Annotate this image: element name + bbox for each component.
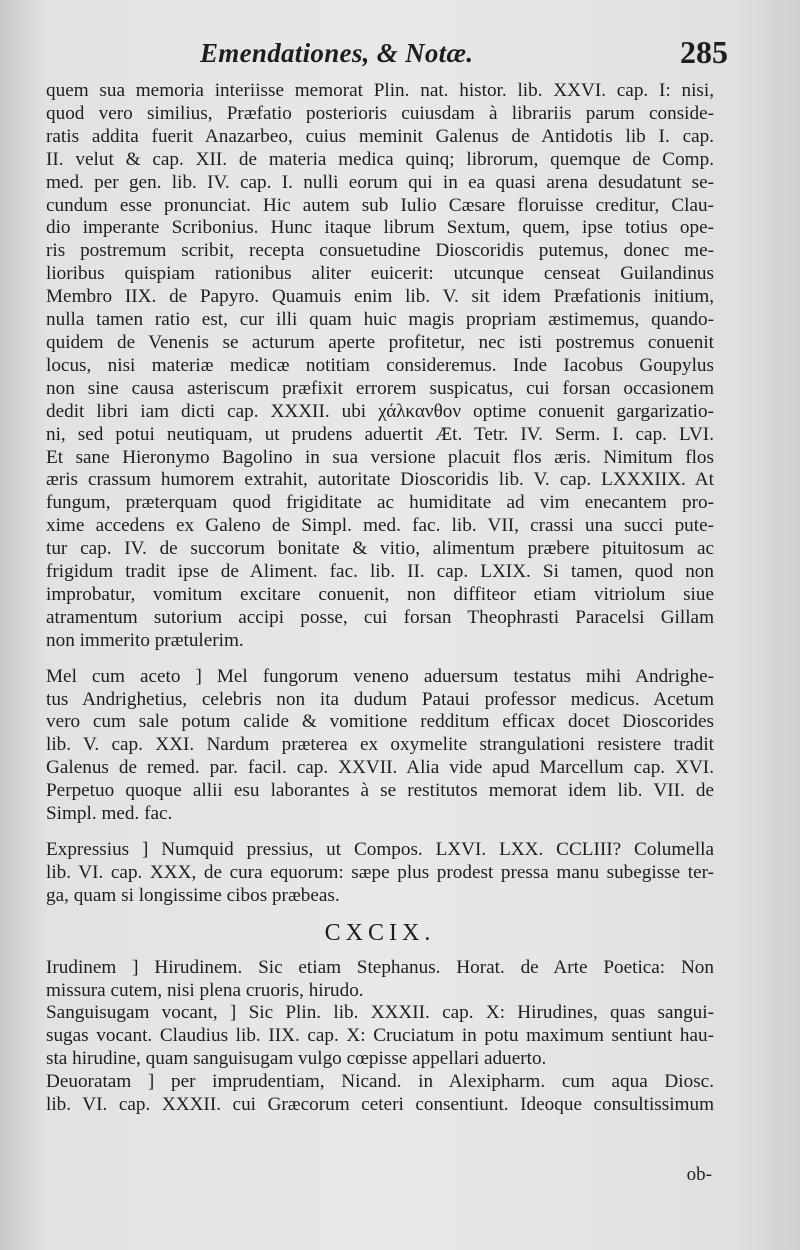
text-line: non immerito prætulerim. bbox=[46, 629, 244, 651]
text-line: Galenus de remed. par. facil. cap. XXVII. Alia vide apud Marcellum cap. XVI. bbox=[46, 757, 714, 779]
text-line: non sine causa asteriscum præfixit errorem suspicatus, cui forsan occasionem bbox=[46, 377, 714, 399]
text-line: Expressius ] Numquid pressius, ut Compos. LXVI. LXX. CCLIII? Columella bbox=[46, 839, 714, 860]
section-heading: CXCIX. bbox=[324, 919, 436, 946]
page-number: 285 bbox=[680, 34, 728, 70]
text-line: Simpl. med. fac. bbox=[46, 803, 173, 825]
section-paragraph-2 bbox=[46, 1002, 714, 1071]
section-paragraph-3 bbox=[46, 1071, 714, 1117]
text-line: frigidum tradit ipse de Aliment. fac. lib. II. cap. LXIX. Si tamen, quod non bbox=[46, 561, 714, 583]
text-line: Et sane Hieronymo Bagolino in sua versione placuit flos æris. Nimitum flos bbox=[46, 446, 714, 468]
catchword: ob- bbox=[686, 1164, 712, 1185]
text-line: ga, quam si longissime cibos præbeas. bbox=[46, 884, 340, 906]
text-line: sugas vocant. Claudius lib. IIX. cap. X: Cruciatum in potu maximum sentiunt hau- bbox=[46, 1025, 714, 1047]
text-line: nulla tamen ratio est, cur illi quam huic magis propriam æstimemus, quando- bbox=[46, 309, 714, 331]
section-paragraph-1 bbox=[46, 957, 714, 1003]
text-line: Deuoratam ] per imprudentiam, Nicand. in Alexipharm. cum aqua Diosc. bbox=[46, 1071, 714, 1093]
text-line: Mel cum aceto ] Mel fungorum veneno aduersum testatus mihi Andrighe- bbox=[46, 665, 714, 687]
paragraph-1 bbox=[46, 80, 714, 653]
text-line: Perpetuo quoque allii esu laborantes à se restitutos memorat idem lib. VII. de bbox=[46, 780, 714, 802]
text-line: locus, nisi materiæ medicæ notitiam consideremus. Inde Iacobus Goupylus bbox=[46, 354, 714, 376]
text-line: xime accedens ex Galeno de Simpl. med. fac. lib. VII, crassi una succi pute- bbox=[46, 515, 714, 537]
text-line: med. per gen. lib. IV. cap. I. nulli eorum qui in ea quasi arena desudatunt se- bbox=[46, 171, 714, 193]
text-line: atramentum sutorium accipi posse, cui forsan Theophrasti Paracelsi Gillam bbox=[46, 606, 714, 628]
text-line: quidem de Venenis se acturum aperte profitetur, nec isti postremus conuenit bbox=[46, 331, 714, 353]
paragraph-3 bbox=[46, 839, 714, 908]
text-line: tus Andrighetius, celebris non ita dudum Pataui professor medicus. Acetum bbox=[46, 688, 714, 710]
text-line: fungum, præterquam quod frigiditate ac humiditate ad vim enecantem pro- bbox=[46, 492, 714, 514]
page-title: Emendationes, & Notæ. bbox=[200, 38, 474, 68]
text-line: æris crassum humorem extrahit, autoritate Dioscoridis lib. V. cap. LXXXIIX. At bbox=[46, 469, 714, 491]
text-line: tur cap. IV. de succorum bonitate & vitio, alimentum præbere pituitosum ac bbox=[46, 538, 714, 560]
text-line: missura cutem, nisi plena cruoris, hirudo. bbox=[46, 979, 364, 1001]
text-line: lib. V. cap. XXI. Nardum præterea ex oxymelite strangulationi resistere tradit bbox=[46, 734, 714, 756]
text-line: Irudinem ] Hirudinem. Sic etiam Stephanus. Horat. de Arte Poetica: Non bbox=[46, 956, 714, 978]
text-line: Sanguisugam vocant, ] Sic Plin. lib. XXXII. cap. X: Hirudines, quas sangui- bbox=[46, 1002, 714, 1024]
text-line: ris postremum scribit, recepta consuetudine Dioscoridis putemus, donec me- bbox=[46, 240, 714, 262]
text-line: dedit libri iam dicti cap. XXXII. ubi χάλκανθον optime conuenit gargarizatio- bbox=[46, 400, 714, 422]
text-line: cundum esse pronunciat. Hic autem sub Iulio Cæsare floruisse creditur, Clau- bbox=[46, 194, 714, 216]
text-line: sta hirudine, quam sanguisugam vulgo cœpisse appellari aduerto. bbox=[46, 1048, 547, 1070]
text-line: improbatur, vomitum excitare conuenit, non diffiteor etiam vitriolum siue bbox=[46, 583, 714, 605]
text-line: ni, sed potui neutiquam, ut prudens aduertit Æt. Tetr. IV. Serm. I. cap. LVI. bbox=[46, 423, 714, 445]
text-line: II. velut & cap. XII. de materia medica quinq; librorum, quemque de Comp. bbox=[46, 148, 714, 170]
paragraph-2 bbox=[46, 666, 714, 826]
running-head bbox=[60, 28, 728, 88]
text-line: dio imperante Scribonius. Hunc itaque librum Sextum, quem, ipse totius ope- bbox=[46, 217, 714, 239]
text-line: lib. VI. cap. XXX, de cura equorum: sæpe plus prodest pressa manu subegisse ter- bbox=[46, 861, 714, 883]
text-line: lib. VI. cap. XXXII. cui Græcorum ceteri consentiunt. Ideoque consultissimum bbox=[46, 1094, 714, 1116]
text-line: Membro IIX. de Papyro. Quamuis enim lib. V. sit idem Præfationis initium, bbox=[46, 286, 714, 308]
text-line: ratis addita fuerit Anazarbeo, cuius meminit Galenus de Antidotis lib I. cap. bbox=[46, 125, 714, 147]
text-line: vero cum sale potum calide & vomitione redditum efficax docet Dioscorides bbox=[46, 711, 714, 733]
text-line: lioribus quispiam rationibus aliter euicerit: utcunque censeat Guilandinus bbox=[46, 263, 714, 285]
main-text bbox=[46, 80, 714, 1117]
text-line: quem sua memoria interiisse memorat Plin. nat. histor. lib. XXVI. cap. I: nisi, bbox=[46, 80, 714, 101]
text-line: quod vero similius, Præfatio posterioris cuiusdam à librariis parum conside- bbox=[46, 102, 714, 124]
